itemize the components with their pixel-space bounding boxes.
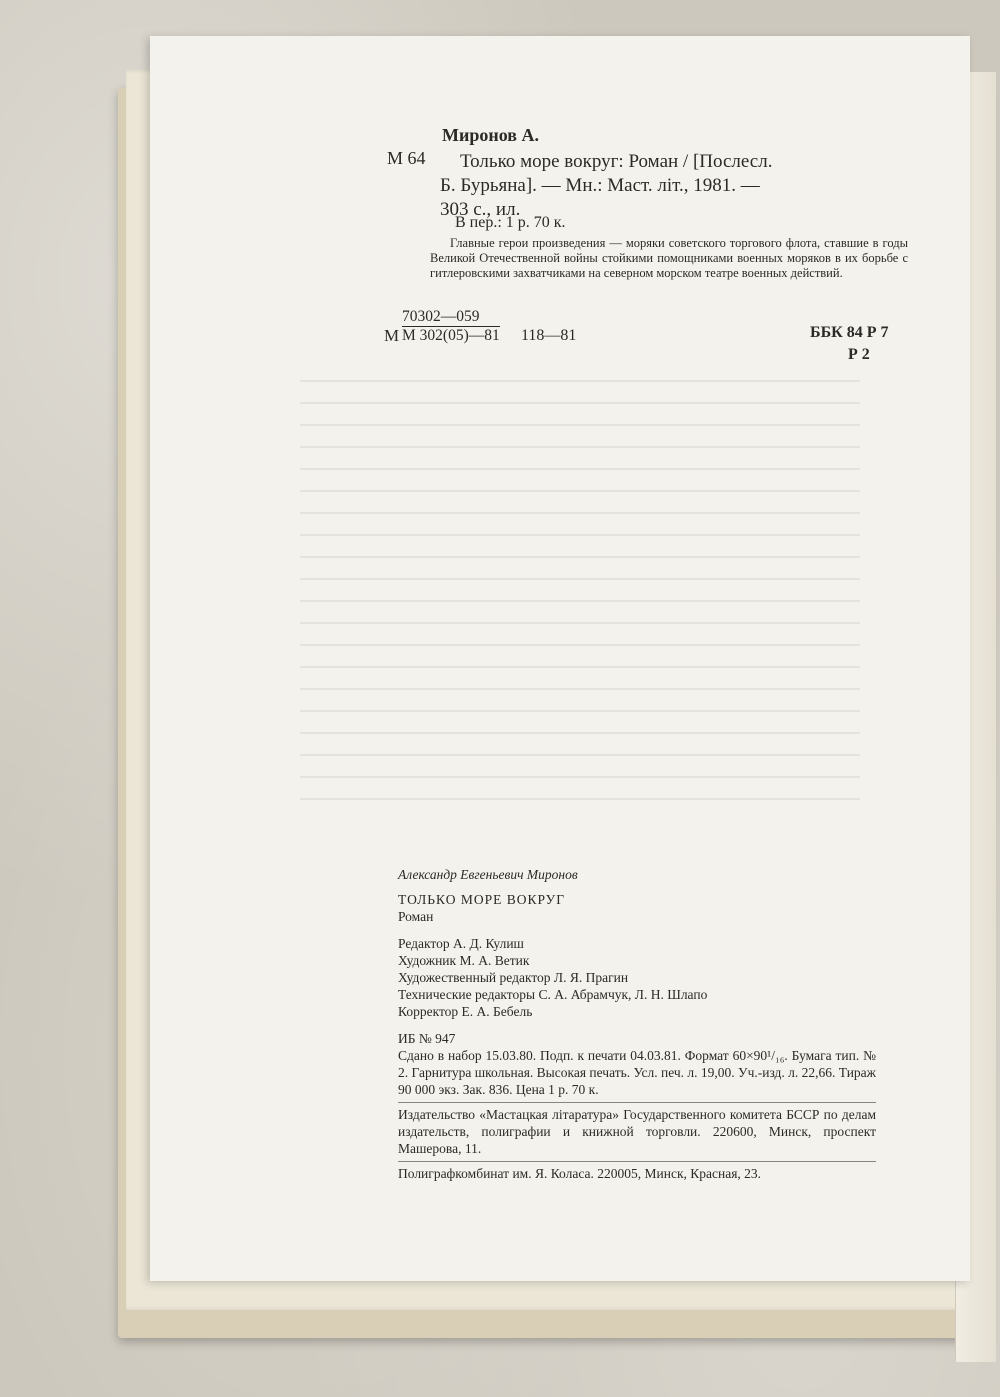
colophon-printer: Полиграфкомбинат им. Я. Коласа. 220005, Минск, Красная, 23. xyxy=(398,1166,762,1181)
card-code: М 64 xyxy=(387,148,426,168)
colophon-artist: Художник М. А. Ветик xyxy=(398,953,530,968)
index-letter: М xyxy=(384,326,400,345)
index-numerator: 70302—059 xyxy=(402,308,500,327)
index-denominator: М 302(05)—81 xyxy=(402,327,500,344)
card-description-line: Только море вокруг: Роман / [Послесл. xyxy=(460,151,773,172)
colophon-editor: Редактор А. Д. Кулиш xyxy=(398,936,524,951)
colophon-print-info: Сдано в набор 15.03.80. Подп. к печати 04.03.81. Формат 60×90¹/₁₆. Бумага тип. № 2. Гарнитура школьная. Высокая печать. Усл. печ. л. 19,00. Уч.-изд. л. 22,66. Тираж 90 000 экз. Зак. 836. Цена 1 р. 70 к. xyxy=(398,1048,876,1097)
colophon-divider xyxy=(398,1102,876,1103)
bbk-code: ББК 84 Р 7 xyxy=(810,324,889,341)
card-price: В пер.: 1 р. 70 к. xyxy=(455,214,566,231)
colophon-ib: ИБ № 947 xyxy=(398,1031,456,1046)
colophon-corrector: Корректор Е. А. Бебель xyxy=(398,1004,533,1019)
colophon-author: Александр Евгеньевич Миронов xyxy=(398,867,578,882)
card-description-line: 303 с., ил. xyxy=(440,199,521,220)
card-description xyxy=(440,150,910,222)
index-tail: 118—81 xyxy=(521,327,577,344)
colophon xyxy=(398,866,876,1182)
card-author: Миронов А. xyxy=(442,125,540,145)
index-fraction xyxy=(402,308,500,345)
card-description-line: Б. Бурьяна]. — Мн.: Маст. літ., 1981. — xyxy=(440,175,760,196)
colophon-tech-editors: Технические редакторы С. А. Абрамчук, Л. Н. Шлапо xyxy=(398,987,708,1002)
show-through-text xyxy=(300,380,860,800)
bbk-code-secondary: Р 2 xyxy=(848,346,870,363)
colophon-title: ТОЛЬКО МОРЕ ВОКРУГ xyxy=(398,892,566,907)
colophon-art-editor: Художественный редактор Л. Я. Прагин xyxy=(398,970,629,985)
colophon-divider xyxy=(398,1161,876,1162)
colophon-publisher: Издательство «Мастацкая літаратура» Государственного комитета БССР по делам издательств, полиграфии и книжной торговли. 220600, Минск, проспект Машерова, 11. xyxy=(398,1107,876,1156)
colophon-genre: Роман xyxy=(398,909,434,924)
card-annotation: Главные герои произведения — моряки советского торгового флота, ставшие в годы Великой Отечественной войны стойкими помощниками военных моряков в их борьбе с гитлеровскими захватчиками на северном морском театре военных действий. xyxy=(430,236,908,280)
